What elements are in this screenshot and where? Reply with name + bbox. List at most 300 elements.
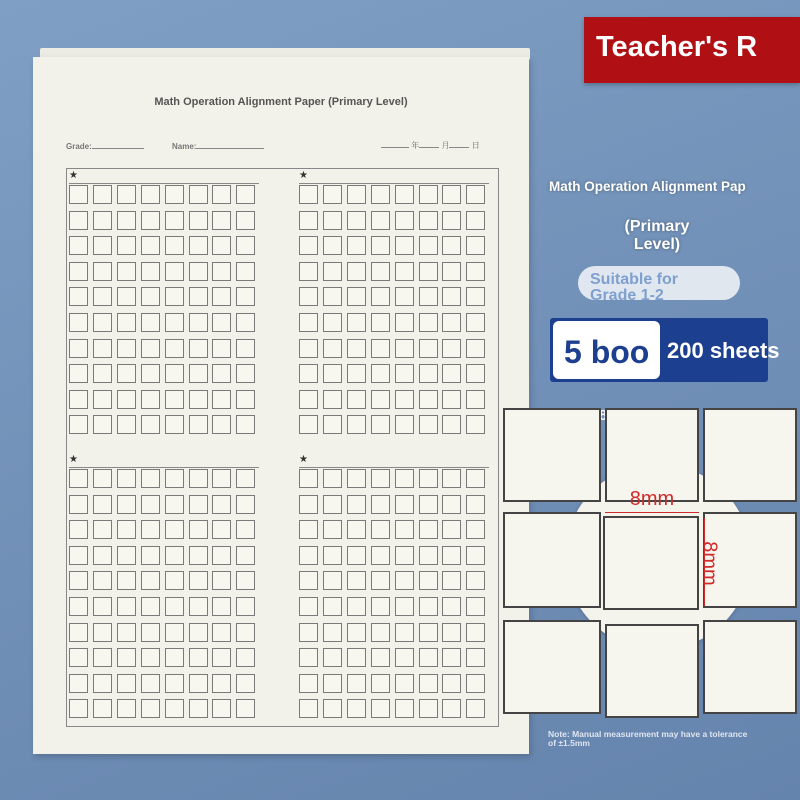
grid-cell [323, 415, 342, 434]
grid-cell [419, 674, 438, 693]
grid-cell [141, 546, 160, 565]
grid-cell [395, 699, 414, 718]
grid-cell [442, 699, 461, 718]
grid-cell [69, 287, 88, 306]
grid-cell [69, 339, 88, 358]
grid-cell [141, 674, 160, 693]
grid-cell [371, 495, 390, 514]
grid-cell [323, 185, 342, 204]
grid-cell [212, 313, 231, 332]
grid-cell [93, 571, 112, 590]
grid-cell [466, 699, 485, 718]
width-dimension-label: 8mm [629, 488, 675, 510]
grid-cell [236, 415, 255, 434]
zoom-cell [503, 408, 601, 502]
grid-cell [165, 597, 184, 616]
grid-cell [442, 469, 461, 488]
grid-cell [371, 364, 390, 383]
grid-cell [395, 390, 414, 409]
grid-cell [395, 571, 414, 590]
grid-cell [299, 571, 318, 590]
grid-cell [347, 287, 366, 306]
grid-cell [117, 236, 136, 255]
grid-cell [323, 623, 342, 642]
grid-cell [212, 495, 231, 514]
grid-cell [212, 364, 231, 383]
grid-cell [69, 699, 88, 718]
grid-cell [141, 623, 160, 642]
grid-cell [466, 623, 485, 642]
grid-cell [323, 339, 342, 358]
teachers-banner [584, 17, 800, 83]
grid-cell [371, 623, 390, 642]
grid-cell [419, 520, 438, 539]
grid-cell [347, 674, 366, 693]
grid-cell [419, 390, 438, 409]
grid-cell [212, 546, 231, 565]
grid-cell [93, 262, 112, 281]
grid-cell [93, 185, 112, 204]
grid-cell [419, 262, 438, 281]
grid-cell [347, 364, 366, 383]
grid-cell [117, 364, 136, 383]
grid-cell [395, 313, 414, 332]
grid-cell [93, 674, 112, 693]
grid-cell [93, 339, 112, 358]
grid-cell [323, 287, 342, 306]
grid-cell [323, 520, 342, 539]
grid-cell [236, 571, 255, 590]
grid-cell [165, 520, 184, 539]
grid-cell [212, 415, 231, 434]
grid-cell [165, 390, 184, 409]
grid-cell [347, 236, 366, 255]
grid-cell [371, 236, 390, 255]
grid-cell [141, 287, 160, 306]
grid-cell [419, 571, 438, 590]
grid-cell [442, 211, 461, 230]
grid-cell [442, 648, 461, 667]
grid-cell [165, 623, 184, 642]
grid-cell [165, 287, 184, 306]
grade-tag-text: Suitable for Grade 1-2 [590, 271, 679, 304]
grid-cell [236, 495, 255, 514]
grid-cell [419, 699, 438, 718]
grid-cell [442, 546, 461, 565]
grid-cell [189, 390, 208, 409]
grid-cell [236, 699, 255, 718]
grid-cell [117, 571, 136, 590]
paper-title: Math Operation Alignment Paper (Primary Level) [154, 96, 408, 108]
grid-cell [466, 495, 485, 514]
grid-cell [371, 415, 390, 434]
grid-cell [236, 339, 255, 358]
grid-cell [395, 262, 414, 281]
grid-cell [323, 495, 342, 514]
grid-cell [347, 495, 366, 514]
measurement-note: Note: Manual measurement may have a tolerance of ±1.5mm [548, 729, 748, 748]
date-month: 月 [441, 141, 450, 150]
grid-cell [69, 597, 88, 616]
grid-cell [189, 236, 208, 255]
cell-zoom-magnifier [565, 464, 751, 650]
grid-cell [371, 469, 390, 488]
grid-cell [466, 415, 485, 434]
grid-cell [466, 648, 485, 667]
name-field [172, 141, 264, 151]
grid-cell [212, 185, 231, 204]
grid-cell [442, 262, 461, 281]
grid-cell [212, 236, 231, 255]
grid-cell [141, 236, 160, 255]
grid-cell [189, 546, 208, 565]
grid-cell [141, 364, 160, 383]
grid-cell [117, 648, 136, 667]
grid-cell [141, 495, 160, 514]
grid-cell [466, 674, 485, 693]
grid-cell [323, 546, 342, 565]
grid-cell [442, 623, 461, 642]
grid-cell [371, 185, 390, 204]
grid-cell [117, 623, 136, 642]
grid-cell [141, 211, 160, 230]
zoom-cell [605, 624, 699, 718]
grid-cell [236, 287, 255, 306]
grid-cell [165, 339, 184, 358]
grid-cell [442, 571, 461, 590]
grid-cell [419, 364, 438, 383]
grid-cell [371, 648, 390, 667]
grid-cell [299, 185, 318, 204]
grid-cell [117, 415, 136, 434]
grid-cell [419, 597, 438, 616]
grid-cell [189, 699, 208, 718]
grid-cell [165, 495, 184, 514]
grid-cell [347, 571, 366, 590]
grid-cell [323, 262, 342, 281]
grid-cell [299, 236, 318, 255]
grid-cell [165, 469, 184, 488]
grid-cell [165, 699, 184, 718]
grid-cell [299, 313, 318, 332]
grid-cell [93, 495, 112, 514]
grid-cell [371, 571, 390, 590]
grid-cell [212, 597, 231, 616]
grid-cell [189, 495, 208, 514]
grid-cell [117, 185, 136, 204]
grid-cell [371, 262, 390, 281]
grid-cell [141, 520, 160, 539]
grid-cell [189, 364, 208, 383]
grid-cell [141, 185, 160, 204]
grid-cell [466, 236, 485, 255]
grid-cell [442, 674, 461, 693]
grid-cell [189, 211, 208, 230]
grid-cell [165, 364, 184, 383]
grid-cell [117, 674, 136, 693]
grid-cell [189, 287, 208, 306]
grid-cell [165, 571, 184, 590]
grid-cell [212, 674, 231, 693]
grid-cell [442, 236, 461, 255]
grid-cell [466, 185, 485, 204]
zoom-cell [703, 620, 797, 714]
grid-cell [419, 211, 438, 230]
grid-cell [395, 674, 414, 693]
grid-cell [69, 262, 88, 281]
grid-cell [323, 648, 342, 667]
grid-cell [299, 415, 318, 434]
grid-cell [165, 185, 184, 204]
grid-cell [165, 211, 184, 230]
grid-cell [69, 674, 88, 693]
star-icon: ★ [299, 170, 308, 181]
grid-cell [347, 185, 366, 204]
grid-cell [165, 674, 184, 693]
zoom-cell [503, 620, 601, 714]
grid-cell [165, 415, 184, 434]
grid-cell [299, 546, 318, 565]
grid-cell [236, 546, 255, 565]
grid-cell [466, 339, 485, 358]
grid-cell [347, 469, 366, 488]
grid-cell [212, 469, 231, 488]
grid-cell [347, 597, 366, 616]
grid-cell [93, 415, 112, 434]
grid-cell [236, 185, 255, 204]
grid-cell [419, 648, 438, 667]
grid-cell [323, 313, 342, 332]
grid-cell [93, 546, 112, 565]
grid-cell [442, 313, 461, 332]
grid-cell [419, 339, 438, 358]
grid-cell [371, 390, 390, 409]
grid-cell [236, 262, 255, 281]
grid-cell [299, 699, 318, 718]
grid-cell [442, 597, 461, 616]
grid-cell [236, 648, 255, 667]
grid-cell [189, 313, 208, 332]
grid-cell [117, 262, 136, 281]
grid-cell [299, 364, 318, 383]
date-year: 年 [411, 141, 420, 150]
grid-cell [189, 623, 208, 642]
grid-cell [93, 648, 112, 667]
grid-cell [141, 699, 160, 718]
grid-cell [323, 571, 342, 590]
grid-cell [236, 390, 255, 409]
grid-cell [93, 597, 112, 616]
grid-cell [299, 211, 318, 230]
grid-cell [93, 469, 112, 488]
grid-cell [442, 185, 461, 204]
grid-cell [93, 623, 112, 642]
grid-cell [69, 546, 88, 565]
grid-cell [141, 648, 160, 667]
grid-cell [117, 495, 136, 514]
grid-cell [117, 469, 136, 488]
grid-cell [299, 495, 318, 514]
grid-cell [347, 339, 366, 358]
grid-cell [69, 469, 88, 488]
alignment-paper-sheet [33, 57, 529, 754]
grid-cell [117, 287, 136, 306]
grid-cell [347, 415, 366, 434]
grid-cell [236, 597, 255, 616]
grid-cell [212, 287, 231, 306]
zoom-cell [703, 408, 797, 502]
grid-cell [323, 390, 342, 409]
grid-cell [299, 262, 318, 281]
grid-cell [165, 313, 184, 332]
grid-cell [395, 469, 414, 488]
grid-cell [371, 546, 390, 565]
grid-cell [69, 236, 88, 255]
grid-cell [69, 211, 88, 230]
books-box [553, 321, 660, 379]
product-title: Math Operation Alignment Pap [549, 179, 746, 194]
books-count: 5 boo [564, 334, 650, 370]
grid-cell [299, 623, 318, 642]
grid-cell [165, 262, 184, 281]
grid-cell [93, 313, 112, 332]
grid-cell [442, 390, 461, 409]
star-icon: ★ [299, 454, 308, 465]
grid-cell [69, 648, 88, 667]
grid-cell [323, 469, 342, 488]
grid-cell [141, 339, 160, 358]
grid-cell [347, 699, 366, 718]
grade-tag [578, 266, 740, 304]
grid-cell [419, 546, 438, 565]
grid-cell [371, 674, 390, 693]
grid-cell [466, 364, 485, 383]
grid-cell [347, 623, 366, 642]
grid-cell [371, 313, 390, 332]
grid-cell [466, 520, 485, 539]
grid-cell [236, 211, 255, 230]
grid-cell [141, 571, 160, 590]
grid-cell [236, 674, 255, 693]
grid-cell [371, 211, 390, 230]
grid-cell [466, 211, 485, 230]
grid-cell [299, 390, 318, 409]
grid-cell [419, 623, 438, 642]
grid-cell [69, 495, 88, 514]
grid-cell [347, 211, 366, 230]
grid-cell [236, 469, 255, 488]
grid-cell [212, 211, 231, 230]
grid-cell [117, 546, 136, 565]
grid-cell [395, 597, 414, 616]
grid-cell [212, 520, 231, 539]
grid-cell [466, 597, 485, 616]
date-field [381, 140, 480, 151]
grid-cell [189, 520, 208, 539]
grid-cell [466, 390, 485, 409]
grid-cell [347, 313, 366, 332]
grid-cell [93, 211, 112, 230]
grid-cell [189, 262, 208, 281]
width-dimension-line [605, 512, 699, 513]
grid-cell [165, 236, 184, 255]
grid-cell [69, 364, 88, 383]
grid-cell [419, 313, 438, 332]
grid-cell [69, 185, 88, 204]
grid-cell [141, 390, 160, 409]
grid-cell [189, 339, 208, 358]
zoom-cell-highlighted [603, 516, 699, 610]
grid-cell [141, 313, 160, 332]
name-label: Name: [172, 142, 197, 151]
grid-cell [69, 415, 88, 434]
grid-cell [212, 571, 231, 590]
grid-cell [189, 674, 208, 693]
grid-cell [395, 495, 414, 514]
grid-cell [395, 520, 414, 539]
grid-cell [466, 546, 485, 565]
grid-cell [442, 364, 461, 383]
zoom-cell [503, 512, 601, 608]
grid-cell [442, 495, 461, 514]
grid-cell [395, 623, 414, 642]
star-icon: ★ [69, 454, 78, 465]
grid-cell [236, 623, 255, 642]
star-icon: ★ [69, 170, 78, 181]
grid-cell [299, 520, 318, 539]
grid-cell [189, 469, 208, 488]
grid-cell [212, 262, 231, 281]
grid-cell [419, 415, 438, 434]
grid-cell [93, 287, 112, 306]
grid-cell [299, 339, 318, 358]
grid-cell [395, 236, 414, 255]
grid-cell [323, 364, 342, 383]
grid-cell [93, 699, 112, 718]
grid-cell [323, 674, 342, 693]
grid-cell [117, 597, 136, 616]
grid-cell [347, 262, 366, 281]
grid-cell [466, 313, 485, 332]
sheets-count: 200 sheets [667, 338, 780, 363]
grid-cell [93, 364, 112, 383]
grid-cell [442, 339, 461, 358]
grid-cell [442, 520, 461, 539]
grid-cell [395, 415, 414, 434]
grid-cell [141, 262, 160, 281]
grid-cell [189, 648, 208, 667]
grid-cell [69, 623, 88, 642]
grid-cell [165, 546, 184, 565]
grid-cell [189, 415, 208, 434]
date-day: 日 [471, 141, 480, 150]
grid-cell [371, 699, 390, 718]
grid-cell [466, 571, 485, 590]
grid-cell [371, 520, 390, 539]
grid-cell [117, 339, 136, 358]
grade-field [66, 141, 144, 151]
grid-cell [419, 469, 438, 488]
banner-text: Teacher's R [596, 31, 758, 63]
grid-cell [189, 185, 208, 204]
grid-cell [442, 415, 461, 434]
grid-cell [212, 390, 231, 409]
grid-cell [299, 648, 318, 667]
grid-cell [189, 597, 208, 616]
grid-cell [347, 390, 366, 409]
grid-cell [299, 597, 318, 616]
grid-cell [299, 674, 318, 693]
